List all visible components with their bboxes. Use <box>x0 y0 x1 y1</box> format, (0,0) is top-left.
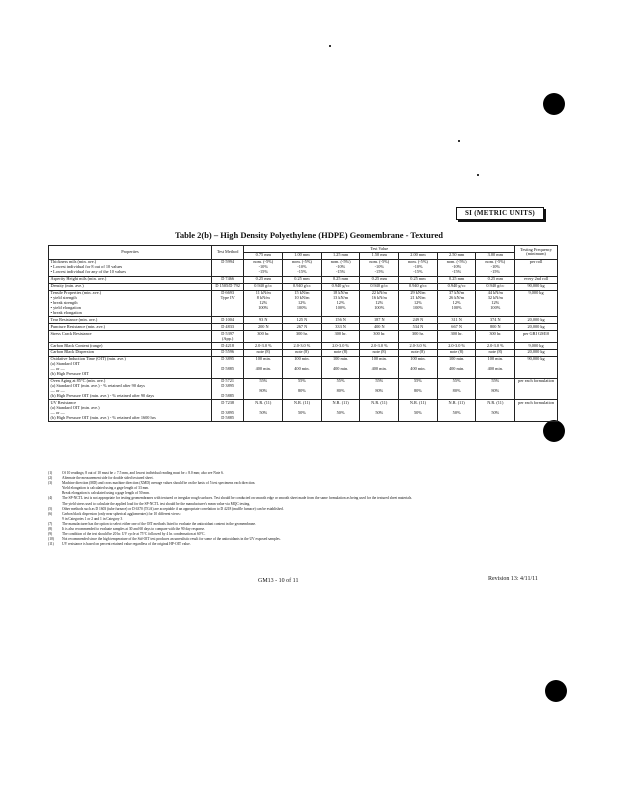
value-cell: 0.25 mm <box>321 276 360 283</box>
value-cell: 0.940 g/cc <box>476 283 515 290</box>
value-cell: 300 hr. <box>360 331 399 343</box>
value-cell: N.R. (11) 50% <box>399 400 438 422</box>
value-cell: 2.0-3.0 % <box>437 343 476 350</box>
method-cell: D 3895 D 5885 <box>211 356 244 378</box>
value-cell: 44 kN/m 32 kN/m 12% 100% <box>476 290 515 317</box>
value-cell: 300 hr. <box>283 331 322 343</box>
frequency-cell: per roll <box>515 259 558 276</box>
value-cell: 311 N <box>437 317 476 324</box>
property-cell: Oxidative Induction Time (OIT) (min. ave.) (a) Standard OIT — or — (b) High Pressure OIT <box>49 356 212 378</box>
value-cell: nom. (-5%) -10% -15% <box>476 259 515 276</box>
value-cell: 100 min. 400 min. <box>321 356 360 378</box>
note-number: (4) <box>48 496 53 501</box>
value-cell: nom. (-5%) -10% -15% <box>437 259 476 276</box>
value-cell: note (8) <box>360 349 399 356</box>
value-cell: N.R. (11) 50% <box>244 400 283 422</box>
note-text: It is also recommended to evaluate samples at 30 and 60 days to compare with the 90 day response. <box>62 527 206 532</box>
value-cell: N.R. (11) 50% <box>283 400 322 422</box>
table-header-row <box>49 246 558 253</box>
value-cell: 300 hr. <box>244 331 283 343</box>
value-cell: 0.940 g/cc <box>244 283 283 290</box>
property-cell: Stress Crack Resistance <box>49 331 212 343</box>
value-cell: nom. (-5%) -10% -15% <box>244 259 283 276</box>
value-cell: 2.0-3.0 % <box>476 343 515 350</box>
value-cell: 0.940 g/cc <box>360 283 399 290</box>
note-number: (8) <box>48 527 53 532</box>
note-number: (3) <box>48 481 53 486</box>
value-cell: 55% 80% <box>476 378 515 400</box>
value-cell: 55% 80% <box>437 378 476 400</box>
thickness-header-cell: 0.75 mm <box>244 252 283 259</box>
value-cell: 300 hr. <box>399 331 438 343</box>
value-cell: 0.25 mm <box>437 276 476 283</box>
method-cell: D 5397 (App.) <box>211 331 244 343</box>
value-cell: 22 kN/m 16 kN/m 12% 100% <box>360 290 399 317</box>
value-cell: 93 N <box>244 317 283 324</box>
table-row <box>49 400 558 422</box>
method-cell: D 5994 <box>211 259 244 276</box>
frequency-cell: per GRI GM10 <box>515 331 558 343</box>
property-cell: Tear Resistance (min. ave.) <box>49 317 212 324</box>
value-cell: N.R. (11) 50% <box>360 400 399 422</box>
value-cell: 100 min. 400 min. <box>437 356 476 378</box>
property-cell: Thickness mils (min. ave.) • Lowest individual for 8 out of 10 values • Lowest individual for any of the 10 values <box>49 259 212 276</box>
note-number: (6) <box>48 511 53 516</box>
value-cell: 300 hr. <box>321 331 360 343</box>
method-cell: D 5596 <box>211 349 244 356</box>
value-cell: note (8) <box>321 349 360 356</box>
value-cell: 55% 80% <box>321 378 360 400</box>
frequency-cell: 20,000 kg <box>515 324 558 331</box>
property-cell: Carbon Black Content (range) <box>49 343 212 350</box>
value-cell: nom. (-5%) -10% -15% <box>399 259 438 276</box>
table-row <box>49 276 558 283</box>
value-cell: 11 kN/m 8 kN/m 12% 100% <box>244 290 283 317</box>
value-cell: 0.940 g/cc <box>437 283 476 290</box>
table-row <box>49 290 558 317</box>
note-number: (5) <box>48 506 53 511</box>
method-cell: D 7466 <box>211 276 244 283</box>
value-cell: 2.0-3.0 % <box>244 343 283 350</box>
property-cell: Puncture Resistance (min. ave.) <box>49 324 212 331</box>
value-cell: 0.25 mm <box>476 276 515 283</box>
value-cell: 0.25 mm <box>360 276 399 283</box>
spec-table <box>48 245 558 422</box>
value-cell: note (8) <box>476 349 515 356</box>
note-text: The condition of the test should be 20 hr. UV cycle at 75°C followed by 4 hr. condensation at 60°C. <box>62 532 206 537</box>
note-text: Of 10 readings; 8 out of 10 must be ≥ 7.5 mm, and lowest individual reading must be ≥ 8.0 mm; also see Note 6. <box>62 471 224 475</box>
table-row <box>49 331 558 343</box>
value-cell: N.R. (11) 50% <box>437 400 476 422</box>
note-number: (7) <box>48 521 53 526</box>
method-cell: D 1505/D 792 <box>211 283 244 290</box>
value-cell: 0.940 g/cc <box>283 283 322 290</box>
value-cell: 0.940 g/cc <box>399 283 438 290</box>
value-cell: 100 min. 400 min. <box>476 356 515 378</box>
scan-speck <box>329 45 331 47</box>
table-row <box>49 356 558 378</box>
table-row <box>49 317 558 324</box>
document-id: GM13 - 10 of 11 <box>258 578 299 584</box>
frequency-cell: 20,000 kg <box>515 349 558 356</box>
method-cell: D 5721 D 3895 D 5885 <box>211 378 244 400</box>
table-row <box>49 324 558 331</box>
value-cell: 37 kN/m 26 kN/m 12% 100% <box>437 290 476 317</box>
note-text: UV resistance is based on percent retained value regardless of the original HP-OIT value. <box>62 542 191 547</box>
thickness-header-cell: 2.50 mm <box>437 252 476 259</box>
value-cell: 15 kN/m 10 kN/m 12% 100% <box>283 290 322 317</box>
property-cell: Oven Aging at 85°C (min. ave.) (a) Standard OIT (min. ave.) - % retained after 90 days — or — (b) High Pressure OIT (min. ave.) - % retained after 90 days <box>49 378 212 400</box>
frequency-cell: every 2nd roll <box>515 276 558 283</box>
note-text: Yield elongation is calculated using a gage length of 33 mm. <box>62 486 150 491</box>
value-cell: 100 min. 400 min. <box>244 356 283 378</box>
frequency-cell: 90,000 kg <box>515 356 558 378</box>
value-cell: 29 kN/m 21 kN/m 12% 100% <box>399 290 438 317</box>
note-number: (1) <box>48 471 53 475</box>
method-cell: D 6693 Type IV <box>211 290 244 317</box>
property-cell: Tensile Properties (min. ave.) • yield strength • break strength • yield elongation • break elongation <box>49 290 212 317</box>
value-cell: 55% 80% <box>283 378 322 400</box>
note-text: 9 in Categories 1 or 2 and 1 in Category 3 <box>62 516 123 521</box>
value-cell: 0.25 mm <box>399 276 438 283</box>
value-cell: 249 N <box>399 317 438 324</box>
value-cell: 2.0-3.0 % <box>360 343 399 350</box>
value-cell: 2.0-3.0 % <box>399 343 438 350</box>
notes-section <box>48 471 558 547</box>
value-cell: 2.0-3.0 % <box>321 343 360 350</box>
note-text: Carbon black dispersion (only near spherical agglomerates) for 10 different views: <box>62 511 181 516</box>
note-text: Break elongation is calculated using a gage length of 50 mm. <box>62 491 150 496</box>
note-item <box>48 542 558 547</box>
value-cell: 125 N <box>283 317 322 324</box>
property-cell: Asperity Height mils (min. ave.) <box>49 276 212 283</box>
frequency-cell: 90,000 kg <box>515 283 558 290</box>
note-text: The yield stress used to calculate the applied load for the SP-NCTL test should be the manufacturer's mean value via MQC testing. <box>62 501 251 506</box>
note-text: Machine direction (MD) and cross machine direction (XMD) average values should be on the basis of 5 test specimens each direction. <box>62 481 256 486</box>
table-title: Table 2(b) – High Density Polyethylene (HDPE) Geomembrane - Textured <box>175 230 443 240</box>
note-text: The manufacturer has the option to select either one of the OIT methods listed to evaluate the antioxidant content in the geomembrane. <box>62 521 256 526</box>
note-number: (2) <box>48 476 53 481</box>
thickness-header-cell: 1.25 mm <box>321 252 360 259</box>
property-cell: UV Resistance (a) Standard OIT (min. ave.) — or — (b) High Pressure OIT (min. ave.) - % retained after 1600 hrs <box>49 400 212 422</box>
value-cell: 55% 80% <box>360 378 399 400</box>
method-cell: D 4218 <box>211 343 244 350</box>
thickness-header-cell: 2.00 mm <box>399 252 438 259</box>
note-text: Alternate the measurement side for double sided textured sheet. <box>62 476 154 481</box>
value-cell: 2.0-3.0 % <box>283 343 322 350</box>
value-cell: 55% 80% <box>399 378 438 400</box>
value-cell: 374 N <box>476 317 515 324</box>
method-cell: D 7238 D 3895 D 5885 <box>211 400 244 422</box>
value-cell: 100 min. 400 min. <box>283 356 322 378</box>
value-cell: note (8) <box>437 349 476 356</box>
value-cell: 187 N <box>360 317 399 324</box>
frequency-cell: 9,000 kg <box>515 343 558 350</box>
value-cell: note (8) <box>283 349 322 356</box>
header-properties: Properties <box>49 246 212 260</box>
table-row <box>49 378 558 400</box>
table-row <box>49 349 558 356</box>
method-cell: D 4833 <box>211 324 244 331</box>
value-cell: 534 N <box>399 324 438 331</box>
value-cell: 267 N <box>283 324 322 331</box>
value-cell: 300 hr. <box>476 331 515 343</box>
value-cell: 156 N <box>321 317 360 324</box>
scan-speck <box>458 140 460 142</box>
frequency-cell: 9,000 kg <box>515 290 558 317</box>
header-test-method: Test Method <box>211 246 244 260</box>
value-cell: 300 hr. <box>437 331 476 343</box>
thickness-header-cell: 1.50 mm <box>360 252 399 259</box>
value-cell: 333 N <box>321 324 360 331</box>
value-cell: 0.25 mm <box>244 276 283 283</box>
frequency-cell: 20,000 kg <box>515 317 558 324</box>
punch-hole-top <box>543 93 565 115</box>
thickness-header-cell: 3.00 mm <box>476 252 515 259</box>
note-text: Other methods such as D 1603 (tube furnace) or D 6370 (TGA) are acceptable if an appropriate correlation to D 4218 (muffle furnace) can be established. <box>62 506 284 511</box>
punch-hole-middle <box>543 420 565 442</box>
method-cell: D 1004 <box>211 317 244 324</box>
scan-speck <box>477 174 479 176</box>
value-cell: 100 min. 400 min. <box>399 356 438 378</box>
value-cell: 400 N <box>360 324 399 331</box>
value-cell: N.R. (11) 50% <box>476 400 515 422</box>
header-testing-frequency: Testing Frequency (minimum) <box>515 246 558 260</box>
value-cell: 200 N <box>244 324 283 331</box>
header-test-value: Test Value <box>244 246 515 253</box>
note-text: The SP-NCTL test is not appropriate for testing geomembranes with textured or irregular rough surfaces. Test should be conducted on smooth edge or smooth sheet made from the same formulation as being used for the textured sheet materials. <box>62 496 413 501</box>
table-row <box>49 259 558 276</box>
frequency-cell: per each formulation <box>515 400 558 422</box>
note-number: (11) <box>48 542 54 547</box>
note-text: Not recommended since the high temperature of the Std-OIT test produces an unrealistic result for some of the antioxidants in the UV exposed samples. <box>62 537 281 542</box>
value-cell: note (8) <box>244 349 283 356</box>
thickness-header-cell: 1.00 mm <box>283 252 322 259</box>
value-cell: 0.940 g/cc <box>321 283 360 290</box>
value-cell: nom. (-5%) -10% -15% <box>360 259 399 276</box>
frequency-cell: per each formulation <box>515 378 558 400</box>
property-cell: Carbon Black Dispersion <box>49 349 212 356</box>
property-cell: Density (min. ave.) <box>49 283 212 290</box>
value-cell: 18 kN/m 13 kN/m 12% 100% <box>321 290 360 317</box>
punch-hole-bottom <box>545 680 567 702</box>
value-cell: 100 min. 400 min. <box>360 356 399 378</box>
value-cell: 800 N <box>476 324 515 331</box>
value-cell: 0.25 mm <box>283 276 322 283</box>
value-cell: nom. (-5%) -10% -15% <box>283 259 322 276</box>
value-cell: 55% 80% <box>244 378 283 400</box>
value-cell: 667 N <box>437 324 476 331</box>
units-label: SI (METRIC UNITS) <box>456 207 544 220</box>
note-number: (9) <box>48 532 53 537</box>
value-cell: N.R. (11) 50% <box>321 400 360 422</box>
note-number: (10) <box>48 537 54 542</box>
revision-label: Revision 13: 4/11/11 <box>488 576 538 582</box>
table-row <box>49 283 558 290</box>
table-row <box>49 343 558 350</box>
value-cell: note (8) <box>399 349 438 356</box>
value-cell: nom. (-5%) -10% -15% <box>321 259 360 276</box>
